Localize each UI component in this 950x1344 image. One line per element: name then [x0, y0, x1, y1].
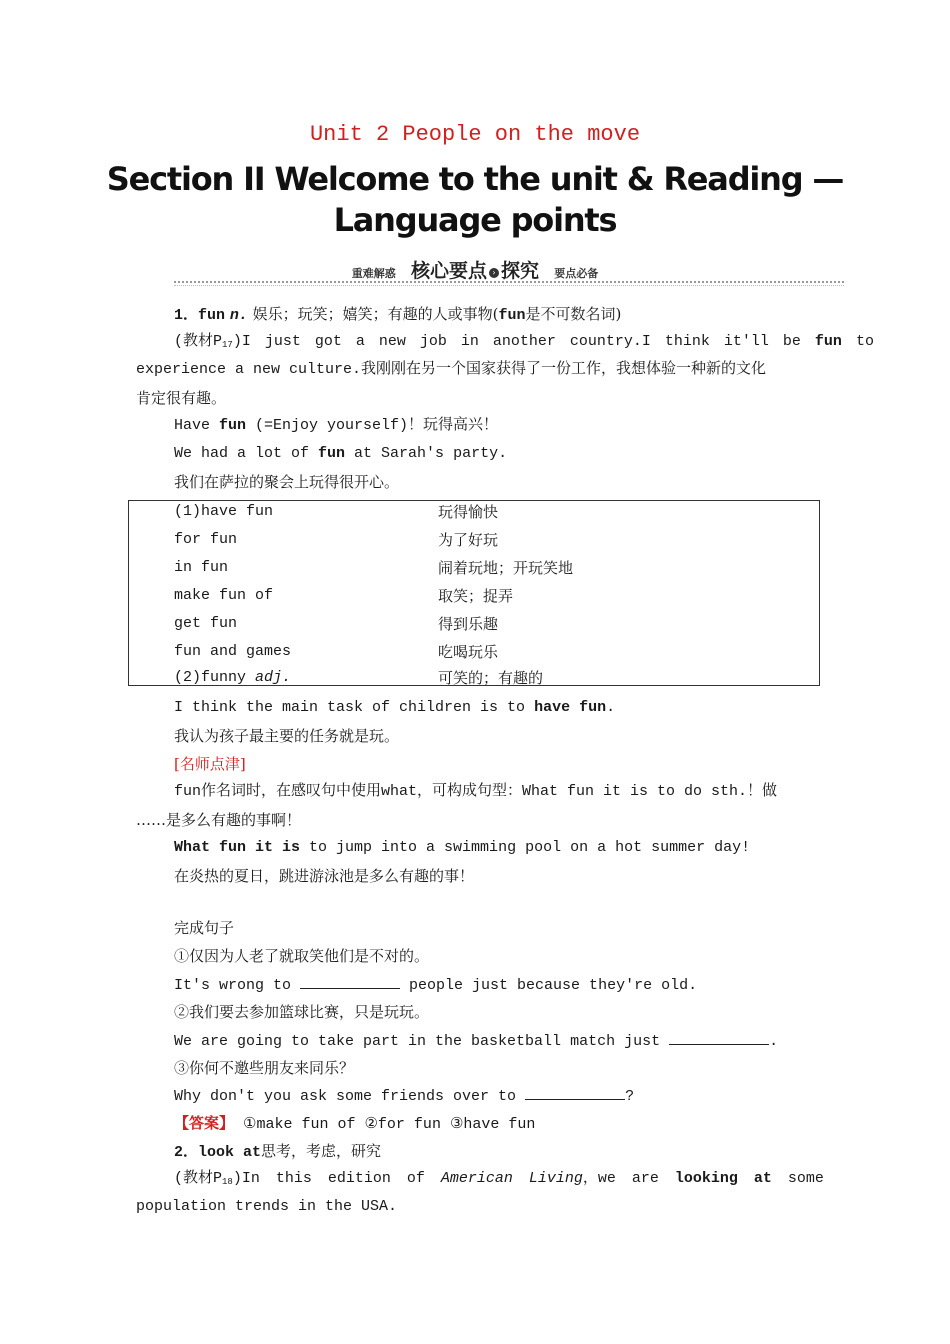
item1-example3-cn: 我们在萨拉的聚会上玩得很开心。 [174, 473, 400, 491]
answer-key [174, 1113, 535, 1135]
question-text: . [769, 1033, 779, 1050]
banner-main-1: 核心要点 [410, 260, 487, 282]
meaning: 思考，考虑，研究 [261, 1142, 382, 1160]
phrase-cn: 闹着玩地；开玩笑地 [438, 559, 574, 577]
question-text: It's wrong to [174, 977, 301, 994]
headword: fun [198, 307, 226, 324]
example-text: I think the main task of children is to [174, 699, 535, 716]
example-keyword: fun [219, 417, 247, 434]
item1-example5 [174, 838, 750, 858]
textbook-ref: (教材P [174, 333, 223, 350]
phrase-word: (2)funny [174, 669, 256, 686]
phrase-cn: 可笑的；有趣的 [438, 669, 544, 687]
arrow-circle-icon: › [489, 268, 499, 278]
magazine-title: American Living [440, 1170, 583, 1187]
example-text: (=Enjoy yourself)！玩得高兴！ [246, 417, 499, 434]
page-number: 18 [222, 1177, 233, 1187]
question-text: people just because they're old. [400, 977, 698, 994]
item2-example1 [174, 1169, 824, 1192]
example-keyword: looking at [674, 1170, 772, 1187]
item1-example4 [174, 698, 615, 718]
banner-divider [174, 281, 844, 283]
item1-example3 [174, 444, 507, 464]
question-3 [174, 1085, 634, 1107]
teacher-tip-label: [名师点津] [174, 755, 246, 773]
question-text: We are going to take part in the basketball match just [174, 1033, 670, 1050]
question-3-cn: ③你何不邀些朋友来同乐？ [174, 1059, 355, 1077]
banner-divider-2 [174, 285, 844, 286]
example-text: Have [174, 417, 220, 434]
phrase-cn: 玩得愉快 [438, 503, 499, 521]
meaning-word: fun [498, 307, 526, 324]
phrase-en [174, 668, 291, 688]
example-keyword: fun [318, 445, 346, 462]
question-text: Why don't you ask some friends over to [174, 1088, 526, 1105]
part-of-speech: adj. [255, 669, 292, 686]
example-text: ，we are [582, 1170, 675, 1187]
example-text: some [771, 1170, 824, 1187]
question-2 [174, 1030, 778, 1052]
meaning: 娱乐；玩笑；嬉笑；有趣的人或事物( [252, 305, 499, 323]
phrase-en: in fun [174, 559, 229, 576]
question-1 [174, 974, 697, 996]
example-keyword: What fun it is [174, 839, 301, 856]
banner-main-2: 探究 [501, 260, 540, 282]
banner-left-label: 重难解惑 [351, 267, 396, 280]
item-number: 2． [174, 1144, 199, 1161]
teacher-tip-line2: ……是多么有趣的事啊！ [136, 811, 302, 829]
unit-title: Unit 2 People on the move [309, 122, 641, 147]
item1-example1-line2: experience a new culture.我刚刚在另一个国家获得了一份工作，我想体验一种新的文化 [136, 361, 767, 378]
phrase-cn: 取笑；捉弄 [438, 587, 514, 605]
answer-blank[interactable] [525, 1085, 625, 1100]
example-text: )I just got a new job in another country.I think it'll be [232, 333, 815, 350]
phrase-en: make fun of [174, 587, 274, 604]
textbook-ref: (教材P [174, 1170, 223, 1187]
banner-right-label: 要点必备 [554, 267, 599, 280]
item2-heading [174, 1141, 381, 1163]
example-keyword: have fun [534, 699, 607, 716]
phrase-cn: 吃喝玩乐 [438, 643, 499, 661]
item1-example4-cn: 我认为孩子最主要的任务就是玩。 [174, 727, 400, 745]
part-of-speech: n. [229, 307, 248, 324]
phrase-en: (1)have fun [174, 503, 274, 520]
item1-heading [174, 304, 621, 326]
example-text: )In this edition of [232, 1170, 441, 1187]
headword: look at [198, 1144, 262, 1161]
page-number: 17 [222, 340, 233, 350]
section-title-line2: Language points [333, 201, 617, 239]
example-text: We had a lot of [174, 445, 319, 462]
answer-text: ①make fun of ②for fun ③have fun [234, 1116, 536, 1133]
answer-blank[interactable] [300, 974, 400, 989]
meaning-tail: 是不可数名词) [525, 305, 622, 323]
item2-example1-line2: population trends in the USA. [136, 1198, 398, 1215]
item-number: 1． [174, 307, 199, 324]
phrase-cn: 得到乐趣 [438, 615, 499, 633]
phrase-en: for fun [174, 531, 238, 548]
item1-example1 [174, 332, 874, 355]
item1-example5-cn: 在炎热的夏日，跳进游泳池是多么有趣的事！ [174, 867, 475, 885]
teacher-tip-line1: fun作名词时，在感叹句中使用what，可构成句型：What fun it is to do sth.！做 [174, 783, 778, 800]
item1-example1-line3: 肯定很有趣。 [136, 389, 227, 407]
phrase-cn: 为了好玩 [438, 531, 499, 549]
example-text: to [841, 333, 874, 350]
section-banner [0, 256, 950, 283]
question-2-cn: ②我们要去参加篮球比赛，只是玩玩。 [174, 1003, 430, 1021]
answer-blank[interactable] [669, 1030, 769, 1045]
question-text: ? [625, 1088, 635, 1105]
answer-label: 【答案】 [174, 1114, 235, 1132]
example-text: at Sarah's party. [345, 445, 508, 462]
example-text: to jump into a swimming pool on a hot summer day! [300, 839, 751, 856]
question-1-cn: ①仅因为人老了就取笑他们是不对的。 [174, 947, 430, 965]
phrase-en: get fun [174, 615, 238, 632]
item1-example2 [174, 416, 498, 436]
exercise-title: 完成句子 [174, 919, 235, 937]
example-text: . [606, 699, 616, 716]
example-keyword: fun [814, 333, 842, 350]
section-title-line1: Section II Welcome to the unit & Reading — [106, 160, 844, 198]
phrase-en: fun and games [174, 643, 292, 660]
